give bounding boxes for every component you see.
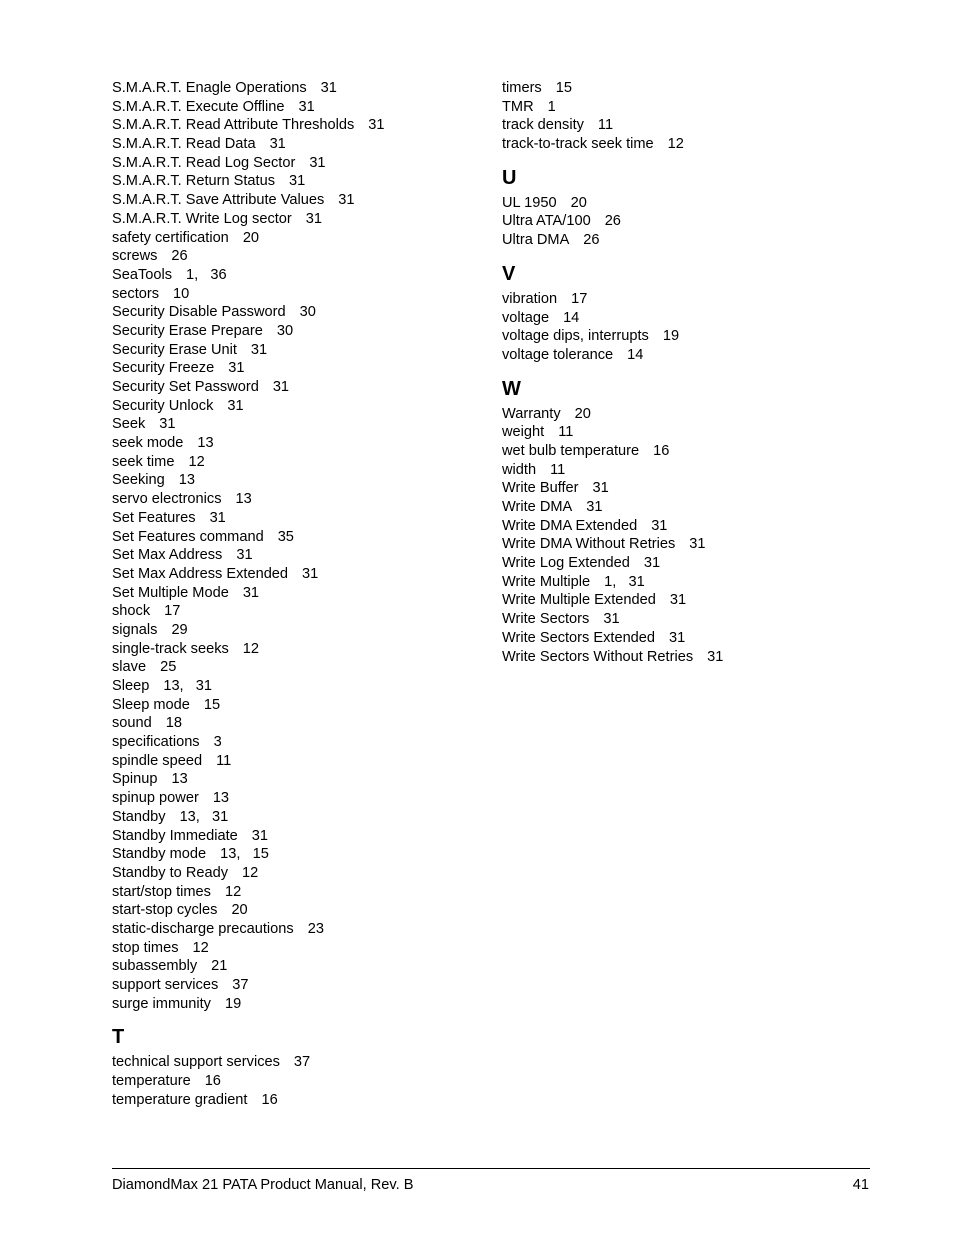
index-term: S.M.A.R.T. Read Attribute Thresholds	[112, 117, 355, 134]
index-list-t-continued	[502, 79, 882, 154]
index-page-refs: 3	[213, 734, 222, 751]
index-page-refs: 10	[173, 285, 190, 302]
index-entry	[112, 939, 482, 958]
index-entry	[502, 194, 882, 213]
index-entry	[112, 285, 482, 304]
index-entry	[112, 229, 482, 248]
index-term: Write DMA	[502, 499, 573, 515]
index-page-refs: 31	[643, 555, 661, 572]
index-entry	[112, 640, 482, 659]
index-page-refs: 29	[171, 621, 188, 638]
index-entry	[112, 471, 482, 490]
index-term: seek mode	[112, 435, 184, 452]
index-page-refs: 26	[583, 232, 600, 249]
index-entry	[112, 359, 482, 378]
index-entry	[112, 714, 482, 733]
index-entry	[112, 303, 482, 322]
index-page-refs: 31	[251, 827, 268, 844]
index-entry	[112, 434, 482, 453]
index-page-refs: 19	[662, 328, 680, 345]
index-entry	[112, 98, 482, 117]
index-page-refs: 31	[586, 499, 603, 515]
index-term: sound	[112, 715, 152, 732]
index-entry	[502, 591, 882, 610]
index-page-refs: 11	[216, 752, 232, 769]
index-entry	[112, 677, 482, 696]
index-entry	[112, 920, 482, 939]
index-page-refs: 1	[547, 98, 556, 115]
index-entry	[112, 883, 482, 902]
index-page-refs: 31	[707, 648, 724, 665]
index-page-refs: 37	[293, 1054, 311, 1071]
index-term: timers	[502, 80, 542, 96]
index-term: Security Freeze	[112, 360, 215, 377]
index-entry	[112, 602, 482, 621]
index-entry	[112, 1072, 482, 1091]
index-page-refs: 13, 31	[163, 678, 213, 694]
index-page-refs: 17	[164, 603, 181, 620]
index-entry	[112, 266, 482, 285]
index-term: start-stop cycles	[112, 902, 218, 919]
index-term: Write Multiple	[502, 573, 591, 590]
index-entry	[112, 957, 482, 976]
footer-document-title: DiamondMax 21 PATA Product Manual, Rev. B	[112, 1177, 414, 1193]
index-entry	[502, 212, 882, 231]
index-entry	[112, 135, 482, 154]
index-page-refs: 21	[211, 958, 228, 975]
index-term: S.M.A.R.T. Read Log Sector	[112, 154, 296, 171]
index-term: support services	[112, 977, 219, 993]
index-entry	[502, 423, 882, 442]
section-heading-w: W	[502, 377, 521, 400]
index-entry	[112, 995, 482, 1014]
index-term: Write Buffer	[502, 480, 579, 497]
index-list-v	[502, 290, 882, 365]
index-entry	[502, 479, 882, 498]
index-page-refs: 1, 36	[186, 266, 227, 283]
index-entry	[502, 405, 882, 424]
index-page-refs: 11	[597, 117, 614, 134]
index-page-refs: 26	[604, 213, 621, 230]
index-page-refs: 30	[299, 304, 316, 321]
index-entry	[502, 290, 882, 309]
index-entry	[502, 309, 882, 328]
index-page-refs: 15	[203, 696, 221, 713]
index-term: Write Sectors Extended	[502, 629, 656, 646]
index-page-refs: 12	[242, 864, 259, 881]
index-term: voltage	[502, 309, 550, 326]
index-entry	[112, 658, 482, 677]
index-entry	[112, 696, 482, 715]
index-page-refs: 23	[307, 920, 324, 937]
index-page-refs: 19	[224, 995, 242, 1012]
index-term: surge immunity	[112, 995, 211, 1012]
index-entry	[112, 976, 482, 995]
index-term: safety certification	[112, 229, 229, 246]
index-page-refs: 31	[689, 536, 706, 553]
index-term: Standby Immediate	[112, 827, 238, 844]
index-entry	[502, 629, 882, 648]
index-page-refs: 16	[204, 1073, 221, 1090]
index-term: S.M.A.R.T. Enagle Operations	[112, 80, 307, 96]
index-page-refs: 31	[669, 592, 687, 609]
index-entry	[112, 528, 482, 547]
index-term: vibration	[502, 290, 558, 307]
index-entry	[502, 116, 882, 135]
index-entry	[112, 546, 482, 565]
index-page-refs: 1, 31	[604, 573, 645, 590]
index-term: specifications	[112, 734, 200, 751]
index-entry	[112, 789, 482, 808]
index-list-s	[112, 79, 482, 1013]
index-page-refs: 31	[298, 98, 315, 115]
index-entry	[112, 584, 482, 603]
index-page-refs: 31	[227, 397, 244, 414]
index-term: Write Multiple Extended	[502, 592, 656, 609]
index-page-refs: 35	[277, 528, 294, 545]
index-term: seek time	[112, 453, 175, 470]
index-term: Warranty	[502, 405, 561, 422]
index-term: Ultra DMA	[502, 232, 570, 249]
index-page-refs: 11	[550, 461, 566, 478]
index-term: Sleep	[112, 678, 150, 694]
index-term: S.M.A.R.T. Return Status	[112, 173, 276, 190]
index-page-refs: 20	[231, 902, 248, 919]
index-entry	[112, 490, 482, 509]
index-page-refs: 31	[250, 341, 268, 358]
index-entry	[112, 116, 482, 135]
index-entry	[112, 509, 482, 528]
index-page-refs: 31	[320, 80, 337, 96]
index-term: servo electronics	[112, 491, 222, 508]
index-term: sectors	[112, 285, 160, 302]
index-term: start/stop times	[112, 883, 211, 900]
index-column-left	[112, 79, 482, 1109]
index-entry	[112, 453, 482, 472]
index-term: Security Erase Prepare	[112, 322, 263, 339]
index-page-refs: 31	[309, 154, 326, 171]
index-entry	[502, 135, 882, 154]
index-term: S.M.A.R.T. Save Attribute Values	[112, 192, 325, 209]
index-entry	[112, 247, 482, 266]
index-page-refs: 31	[242, 584, 260, 601]
index-page-refs: 31	[302, 565, 319, 582]
index-page-refs: 13	[212, 790, 230, 807]
index-entry	[502, 554, 882, 573]
index-entry	[112, 565, 482, 584]
index-page-refs: 31	[269, 136, 286, 153]
index-term: signals	[112, 621, 158, 638]
index-entry	[112, 191, 482, 210]
index-term: Seek	[112, 416, 146, 433]
index-page-refs: 25	[160, 659, 177, 676]
index-term: Spinup	[112, 771, 158, 788]
index-entry	[112, 827, 482, 846]
index-term: stop times	[112, 939, 179, 956]
index-page-refs: 14	[627, 346, 644, 363]
index-term: track-to-track seek time	[502, 136, 654, 153]
index-entry	[112, 79, 482, 98]
index-term: wet bulb temperature	[502, 442, 640, 459]
index-term: Security Erase Unit	[112, 341, 237, 358]
index-term: Write Log Extended	[502, 555, 630, 572]
index-page-refs: 15	[555, 80, 572, 96]
index-term: Write DMA Without Retries	[502, 536, 676, 553]
index-page-refs: 31	[305, 210, 323, 227]
index-term: Security Disable Password	[112, 304, 286, 321]
index-page-refs: 12	[192, 939, 209, 956]
index-entry	[112, 845, 482, 864]
index-page-refs: 20	[242, 229, 260, 246]
index-page-refs: 20	[574, 405, 591, 422]
index-page-refs: 31	[603, 611, 620, 628]
index-term: single-track seeks	[112, 640, 229, 657]
index-page-refs: 13	[171, 771, 188, 788]
index-term: subassembly	[112, 958, 198, 975]
index-page-refs: 31	[669, 629, 686, 646]
index-term: width	[502, 461, 537, 478]
index-page-refs: 12	[224, 883, 242, 900]
index-term: Seeking	[112, 472, 165, 489]
index-page-refs: 13	[197, 435, 214, 452]
index-page-refs: 17	[571, 290, 588, 307]
index-entry	[502, 98, 882, 117]
index-term: voltage dips, interrupts	[502, 328, 649, 345]
index-entry	[112, 864, 482, 883]
index-page-refs: 30	[276, 322, 294, 339]
index-page-refs: 31	[159, 416, 176, 433]
index-entry	[502, 610, 882, 629]
index-term: temperature	[112, 1073, 191, 1090]
index-page-refs: 18	[165, 715, 182, 732]
index-entry	[502, 573, 882, 592]
index-page-refs: 13, 31	[179, 808, 229, 825]
index-page-refs: 16	[261, 1091, 278, 1108]
index-page-refs: 31	[228, 360, 245, 377]
index-term: voltage tolerance	[502, 346, 614, 363]
index-entry	[502, 327, 882, 346]
index-page-refs: 31	[592, 480, 609, 497]
index-entry	[502, 442, 882, 461]
index-term: S.M.A.R.T. Read Data	[112, 136, 256, 153]
index-page-refs: 31	[236, 547, 253, 564]
index-entry	[502, 461, 882, 480]
index-term: Security Set Password	[112, 379, 259, 395]
index-entry	[112, 210, 482, 229]
index-entry	[502, 231, 882, 250]
index-term: weight	[502, 424, 545, 441]
index-entry	[502, 346, 882, 365]
index-term: Standby to Ready	[112, 864, 229, 881]
index-entry	[112, 397, 482, 416]
index-entry	[502, 79, 882, 98]
index-term: S.M.A.R.T. Write Log sector	[112, 210, 292, 227]
index-page-refs: 20	[570, 194, 587, 211]
index-term: Sleep mode	[112, 696, 190, 713]
index-page-refs: 13	[235, 491, 252, 508]
index-page-refs: 13	[178, 472, 195, 489]
index-term: Standby mode	[112, 846, 207, 863]
index-term: technical support services	[112, 1054, 280, 1071]
index-page-refs: 16	[653, 442, 670, 459]
index-list-u	[502, 194, 882, 250]
index-term: Ultra ATA/100	[502, 213, 591, 230]
index-entry	[112, 172, 482, 191]
index-term: track density	[502, 117, 584, 134]
footer-divider	[112, 1168, 870, 1169]
section-heading-u: U	[502, 166, 517, 189]
index-column-right	[502, 79, 882, 666]
index-term: Security Unlock	[112, 397, 214, 414]
index-page-refs: 13, 15	[220, 846, 269, 863]
index-entry	[502, 517, 882, 536]
index-term: screws	[112, 248, 158, 265]
index-page-refs: 37	[232, 977, 249, 993]
index-term: spinup power	[112, 790, 199, 807]
index-term: temperature gradient	[112, 1091, 248, 1108]
index-term: SeaTools	[112, 266, 173, 283]
index-term: Set Max Address	[112, 547, 223, 564]
index-entry	[112, 770, 482, 789]
index-entry	[502, 535, 882, 554]
index-entry	[112, 808, 482, 827]
index-page-refs: 31	[651, 517, 668, 534]
index-term: Write Sectors	[502, 611, 590, 628]
index-term: TMR	[502, 98, 534, 115]
index-list-w	[502, 405, 882, 667]
index-term: Standby	[112, 808, 166, 825]
index-entry	[112, 901, 482, 920]
index-page-refs: 26	[171, 248, 188, 265]
index-term: spindle speed	[112, 752, 203, 769]
index-page-refs: 31	[368, 117, 385, 134]
section-heading-t: T	[112, 1026, 125, 1049]
index-term: S.M.A.R.T. Execute Offline	[112, 98, 285, 115]
index-term: Set Max Address Extended	[112, 565, 289, 582]
index-term: Write Sectors Without Retries	[502, 648, 694, 665]
index-page-refs: 12	[188, 453, 205, 470]
index-page-refs: 31	[338, 192, 355, 209]
index-page-refs: 31	[209, 509, 226, 526]
index-page-refs: 12	[667, 136, 684, 153]
index-term: Write DMA Extended	[502, 517, 638, 534]
section-heading-v: V	[502, 262, 516, 285]
index-entry	[502, 498, 882, 517]
index-entry	[112, 322, 482, 341]
index-entry	[502, 648, 882, 667]
index-entry	[112, 752, 482, 771]
index-page-refs: 14	[563, 309, 580, 326]
index-entry	[112, 378, 482, 397]
index-entry	[112, 415, 482, 434]
footer-page-number: 41	[852, 1177, 869, 1193]
index-term: UL 1950	[502, 194, 557, 211]
index-term: static-discharge precautions	[112, 920, 294, 937]
index-page-refs: 31	[272, 379, 290, 395]
index-entry	[112, 1091, 482, 1110]
index-term: Set Multiple Mode	[112, 584, 229, 601]
index-page-refs: 31	[289, 173, 306, 190]
index-entry	[112, 1053, 482, 1072]
index-term: shock	[112, 603, 151, 620]
index-list-t	[112, 1053, 482, 1109]
index-entry	[112, 341, 482, 360]
index-page-refs: 12	[242, 640, 260, 657]
index-entry	[112, 733, 482, 752]
index-entry	[112, 621, 482, 640]
index-page-refs: 11	[558, 424, 574, 441]
index-term: Set Features	[112, 509, 196, 526]
index-term: slave	[112, 659, 147, 676]
index-entry	[112, 154, 482, 173]
index-term: Set Features command	[112, 528, 264, 545]
